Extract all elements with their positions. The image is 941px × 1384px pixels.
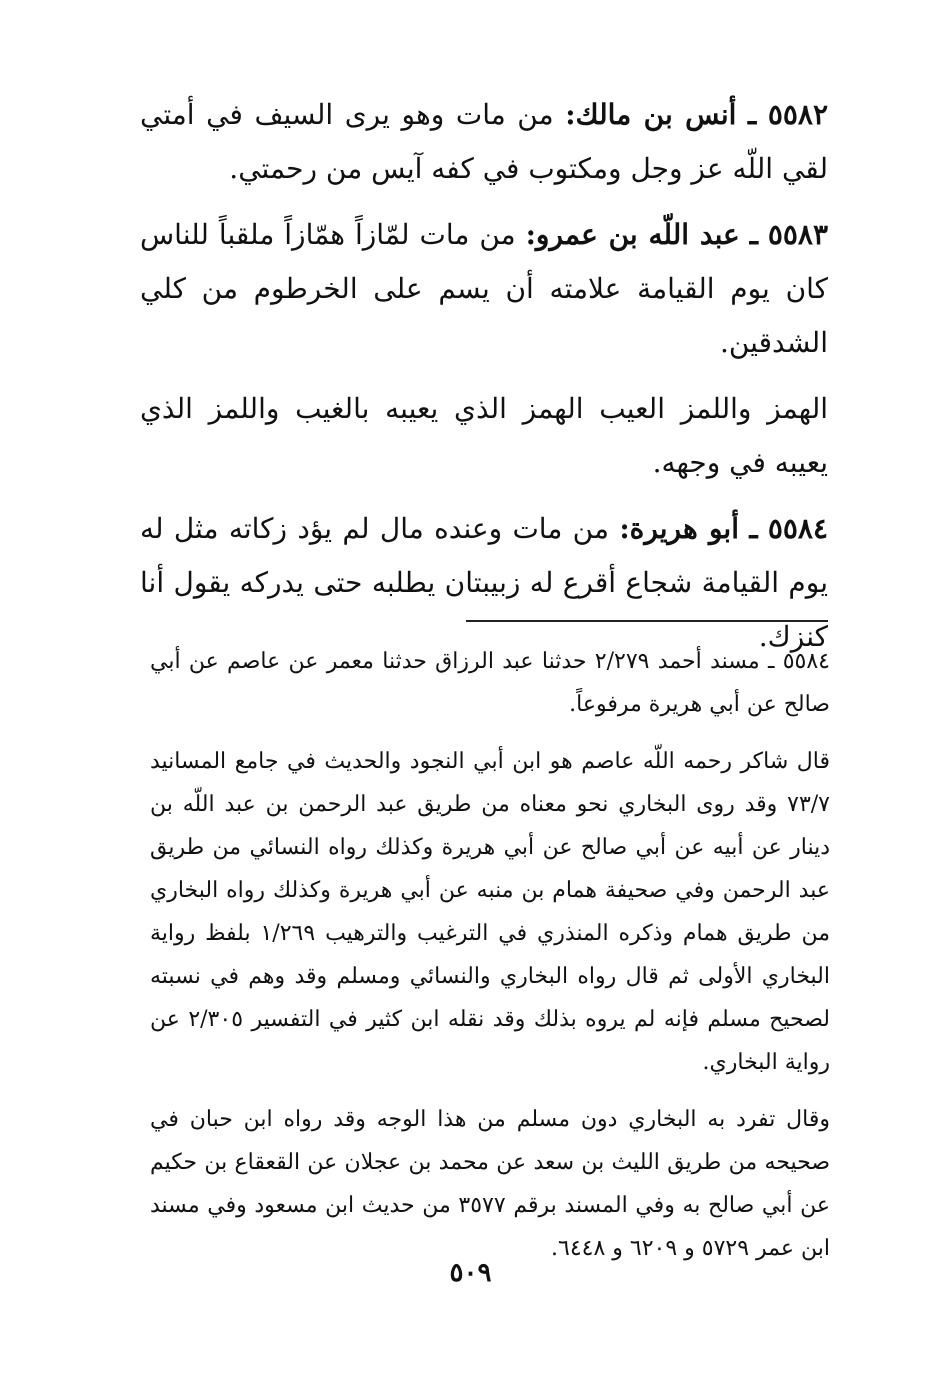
entry-number: ٥٥٨٤ bbox=[767, 512, 828, 545]
footnotes bbox=[150, 640, 830, 1284]
entry-text: الهمز واللمز العيب الهمز الذي يعيبه بالغيب واللمز الذي يعيبه في وجهه. bbox=[140, 392, 828, 479]
footnote-separator bbox=[466, 620, 828, 622]
footnote: قال شاكر رحمه اللّه عاصم هو ابن أبي النجود والحديث في جامع المسانيد ٧٣/٧ وقد روى البخاري نحو معناه من طريق عبد الرحمن بن عبد اللّه بن دينار عن أبيه عن أبي صالح عن أبي هريرة وكذلك رواه النسائي من طريق عبد الرحمن وفي صحيفة همام بن منبه عن أبي هريرة وكذلك رواه البخاري من طريق همام وذكره المنذري في الترغيب والترهيب ١/٢٦٩ بلفظ رواية البخاري الأولى ثم قال رواه البخاري والنسائي ومسلم وقد وهم في نسبته لصحيح مسلم فإنه لم يروه بذلك وقد نقله ابن كثير في التفسير ٢/٣٠٥ عن رواية البخاري. bbox=[150, 749, 830, 1075]
entry-5583 bbox=[140, 208, 828, 370]
entry-narrator: أبو هريرة: bbox=[619, 512, 739, 545]
footnote: ٥٥٨٤ ـ مسند أحمد ٢/٢٧٩ حدثنا عبد الرزاق حدثنا معمر عن عاصم عن أبي صالح عن أبي هريرة مرفوعاً. bbox=[150, 649, 830, 717]
entry-dash: ـ bbox=[749, 218, 758, 251]
entry-5582 bbox=[140, 88, 828, 196]
entry-dash: ـ bbox=[748, 98, 757, 131]
entry-dash: ـ bbox=[749, 512, 758, 545]
entry-text: من مات لمّازاً همّازاً ملقباً للناس كان يوم القيامة علامته أن يسم على الخرطوم من كلي الشدقين. bbox=[140, 218, 828, 359]
entry-number: ٥٥٨٣ bbox=[767, 218, 828, 251]
footnote: وقال تفرد به البخاري دون مسلم من هذا الوجه وقد رواه ابن حبان في صحيحه من طريق الليث بن سعد عن محمد بن عجلان عن القعقاع بن حكيم عن أبي صالح به وفي المسند برقم ٣٥٧٧ من حديث ابن مسعود وفي مسند ابن عمر ٥٧٢٩ و ٦٢٠٩ و ٦٤٤٨. bbox=[150, 1107, 830, 1261]
entry-narrator: أنس بن مالك: bbox=[565, 98, 737, 131]
entry-narrator: عبد اللّه بن عمرو: bbox=[525, 218, 740, 251]
main-text bbox=[140, 88, 828, 676]
entry-text: من مات وهو يرى السيف في أمتي لقي اللّه عز وجل ومكتوب في كفه آيس من رحمتي. bbox=[140, 98, 828, 185]
entry-explanation bbox=[140, 382, 828, 490]
entry-text: من مات وعنده مال لم يؤد زكاته مثل له يوم القيامة شجاع أقرع له زبيبتان يطلبه حتى يدركه يقول أنا كنزك. bbox=[140, 512, 829, 653]
page-number: ٥٠٩ bbox=[449, 1258, 492, 1288]
entry-number: ٥٥٨٢ bbox=[767, 98, 828, 131]
